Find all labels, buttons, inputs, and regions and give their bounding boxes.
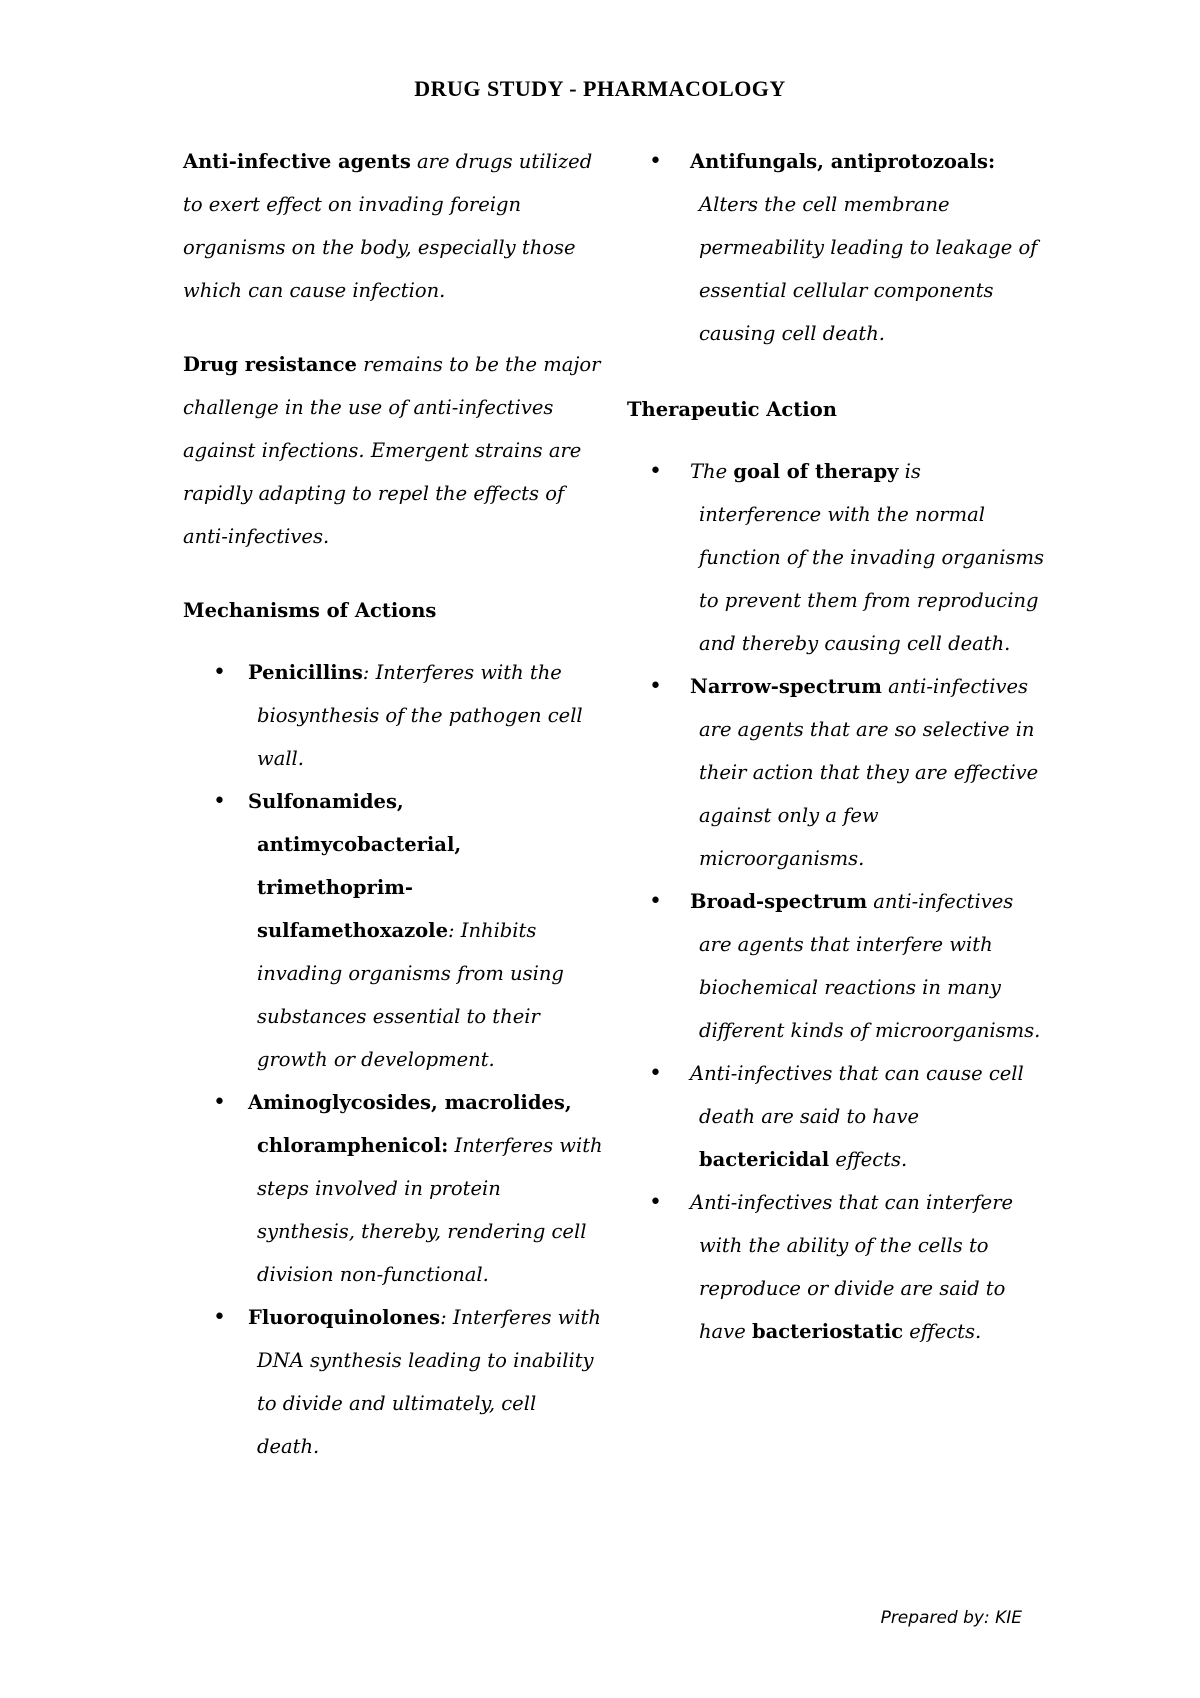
item-text: Alters the cell membrane permeability leading to leakage of essential cellular components causing cell death.	[699, 193, 1038, 345]
right-column	[627, 140, 1047, 1353]
bullet-icon: •	[649, 1061, 662, 1086]
list-item	[183, 1296, 603, 1468]
therapeutic-heading: Therapeutic Action	[627, 398, 837, 421]
resistance-text: remains to be the major challenge in the use of anti-infectives against infections. Emergent strains are rapidly adapting to repel the effects of anti-infectives.	[183, 353, 601, 548]
bullet-icon: •	[649, 674, 662, 699]
list-item	[627, 665, 1047, 880]
item-text: anti-infectives are agents that interfere with biochemical reactions in many different kinds of microorganisms.	[699, 890, 1041, 1042]
list-item	[627, 450, 1047, 665]
intro-text: are drugs utilized to exert effect on invading foreign organisms on the body, especially those which can cause infection.	[183, 150, 593, 302]
item-term: Broad-spectrum	[690, 890, 868, 913]
item-text: effects.	[829, 1148, 908, 1171]
list-item	[627, 1181, 1047, 1353]
item-text: : Inhibits invading organisms from using substances essential to their growth or development.	[257, 919, 564, 1071]
item-text: Interferes with steps involved in protein synthesis, thereby, rendering cell division non-functional.	[257, 1134, 603, 1286]
bullet-icon: •	[649, 149, 662, 174]
mechanisms-heading: Mechanisms of Actions	[183, 599, 437, 622]
left-column	[183, 140, 603, 1468]
item-term: Penicillins	[248, 661, 363, 684]
bullet-icon: •	[649, 1190, 662, 1215]
list-item	[627, 880, 1047, 1052]
item-text: : Interferes with the biosynthesis of the pathogen cell wall.	[257, 661, 583, 770]
item-text: effects.	[903, 1320, 982, 1343]
bullet-icon: •	[213, 660, 226, 685]
item-term: Narrow-spectrum	[690, 675, 882, 698]
item-term: Antifungals, antiprotozoals:	[690, 150, 996, 173]
list-item	[627, 140, 1047, 355]
bullet-icon: •	[213, 789, 226, 814]
document-title: DRUG STUDY - PHARMACOLOGY	[414, 76, 786, 101]
bullet-icon: •	[213, 1090, 226, 1115]
item-pre: The	[690, 460, 734, 483]
intro-paragraph	[183, 140, 603, 312]
therapeutic-list	[627, 450, 1047, 1353]
item-pre: Anti-infectives that can cause cell death are said to have	[690, 1062, 1024, 1128]
intro-term: Anti-infective agents	[183, 150, 411, 173]
item-term: goal of therapy	[733, 460, 899, 483]
item-text: anti-infectives are agents that are so selective in their action that they are effective against only a few microorganisms.	[699, 675, 1039, 870]
item-text: : Interferes with DNA synthesis leading to inability to divide and ultimately, cell death.	[257, 1306, 601, 1458]
list-item	[183, 651, 603, 780]
item-term: Fluoroquinolones	[248, 1306, 441, 1329]
item-pre: Anti-infectives that can interfere with the ability of the cells to reproduce or divide are said to have	[690, 1191, 1014, 1343]
bullet-icon: •	[213, 1305, 226, 1330]
item-term: Sulfonamides, antimycobacterial, trimethoprim-sulfamethoxazole	[248, 790, 462, 942]
list-item	[627, 1052, 1047, 1181]
mechanisms-list	[183, 651, 603, 1468]
footer-credit: Prepared by: KIE	[880, 1608, 1022, 1628]
item-term: Aminoglycosides, macrolides, chloramphenicol:	[248, 1091, 572, 1157]
item-text: is interference with the normal function of the invading organisms to prevent them from reproducing and thereby causing cell death.	[699, 460, 1044, 655]
resistance-paragraph	[183, 343, 603, 558]
item-term: bacteriostatic	[751, 1320, 904, 1343]
item-term: bactericidal	[699, 1148, 830, 1171]
mechanisms-list-continued	[627, 140, 1047, 355]
list-item	[183, 780, 603, 1081]
resistance-term: Drug resistance	[183, 353, 357, 376]
list-item	[183, 1081, 603, 1296]
bullet-icon: •	[649, 459, 662, 484]
bullet-icon: •	[649, 889, 662, 914]
